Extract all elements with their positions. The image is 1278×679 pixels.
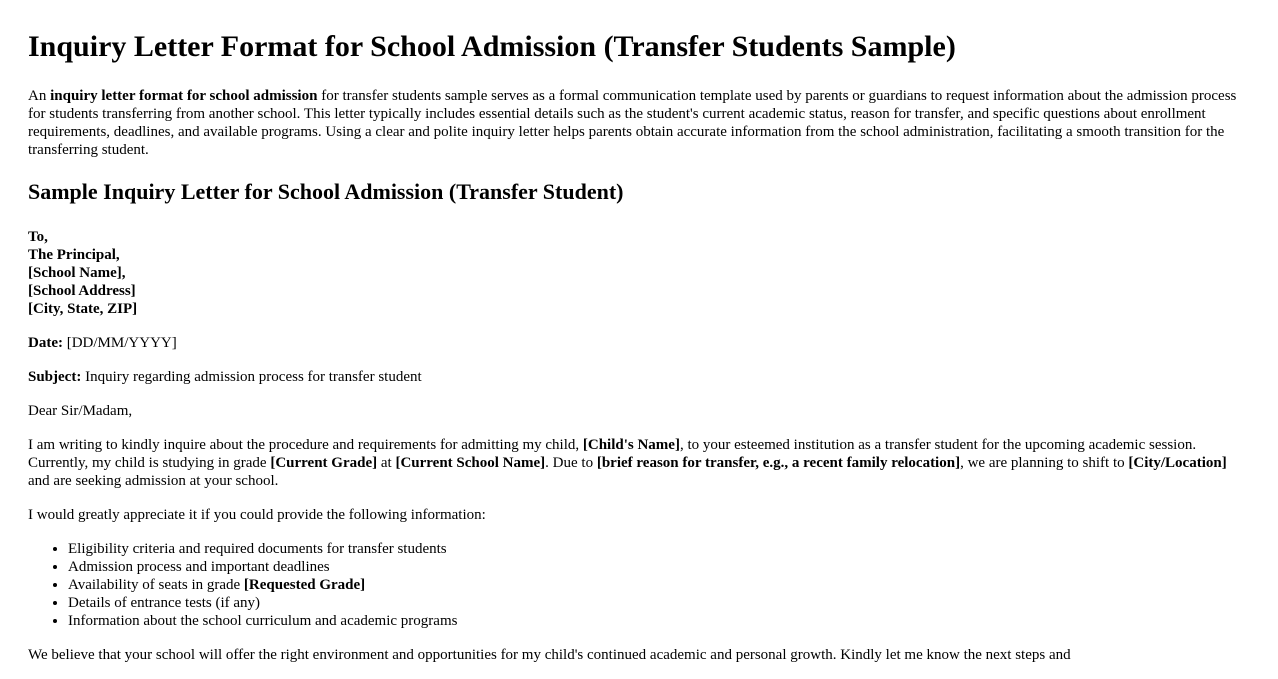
list-item: • Details of entrance tests (if any) xyxy=(68,594,1250,612)
list-item xyxy=(68,576,1250,594)
body-paragraph xyxy=(28,436,1250,490)
intro-lead: An xyxy=(28,88,51,104)
address-to: To, xyxy=(28,229,48,245)
address-block xyxy=(28,228,1250,318)
intro-paragraph xyxy=(28,87,1250,159)
transfer-reason-placeholder: [brief reason for transfer, e.g., a recent family relocation] xyxy=(596,455,961,471)
address-school-name: [School Name], xyxy=(28,265,126,281)
list-item: • Admission process and important deadlines xyxy=(68,558,1250,576)
date-label: Date: xyxy=(28,335,63,351)
body-text-3: at xyxy=(377,455,396,471)
address-recipient: The Principal, xyxy=(28,247,120,263)
body-text-1: I am writing to kindly inquire about the procedure and requirements for admitting my child, xyxy=(28,437,583,453)
information-list xyxy=(28,540,1250,630)
city-location-placeholder: [City/Location] xyxy=(1128,455,1227,471)
date-value: [DD/MM/YYYY] xyxy=(62,335,177,351)
address-school-address: [School Address] xyxy=(28,283,136,299)
child-name-placeholder: [Child's Name] xyxy=(582,437,680,453)
intro-rest: for transfer students sample serves as a formal communication template used by parents or guardians to request information about the admission process for students transferring from another school. This letter typically includes essential details such as the student's current academic status, reason for transfer, and specific questions about enrollment requirements, deadlines, and available programs. Using a clear and polite inquiry letter helps parents obtain accurate information from the school administration, facilitating a smooth transition for the transferring student. xyxy=(28,88,1237,158)
address-city-state-zip: [City, State, ZIP] xyxy=(28,301,138,317)
list-item: • Eligibility criteria and required documents for transfer students xyxy=(68,540,1250,558)
list-item: • Information about the school curriculum and academic programs xyxy=(68,612,1250,630)
salutation: Dear Sir/Madam, xyxy=(28,403,133,419)
subject-label: Subject: xyxy=(28,369,82,385)
body-text-5: , we are planning to shift to xyxy=(960,455,1129,471)
date-line xyxy=(28,334,1250,352)
intro-keyword: inquiry letter format for school admission xyxy=(50,88,318,104)
body-text-2: , to your esteemed institution as a transfer student for the upcoming academic session. Currently, my child is studying in grade xyxy=(28,437,1197,471)
closing-paragraph: We believe that your school will offer the right environment and opportunities for my child's continued academic and personal growth. Kindly let me know the next steps and xyxy=(28,647,1071,663)
subject-value: Inquiry regarding admission process for transfer student xyxy=(81,369,422,385)
page-title: Inquiry Letter Format for School Admission (Transfer Students Sample) xyxy=(28,30,956,63)
section-heading: Sample Inquiry Letter for School Admission (Transfer Student) xyxy=(28,179,624,204)
body-text-4: . Due to xyxy=(545,455,597,471)
subject-line xyxy=(28,368,1250,386)
document-page xyxy=(0,29,1278,664)
list-item-text: Availability of seats in grade xyxy=(68,577,244,593)
current-grade-placeholder: [Current Grade] xyxy=(270,455,378,471)
requested-grade-placeholder: [Requested Grade] xyxy=(243,577,366,593)
current-school-placeholder: [Current School Name] xyxy=(395,455,546,471)
body-text-6: and are seeking admission at your school. xyxy=(28,473,279,489)
request-intro: I would greatly appreciate it if you could provide the following information: xyxy=(28,507,486,523)
